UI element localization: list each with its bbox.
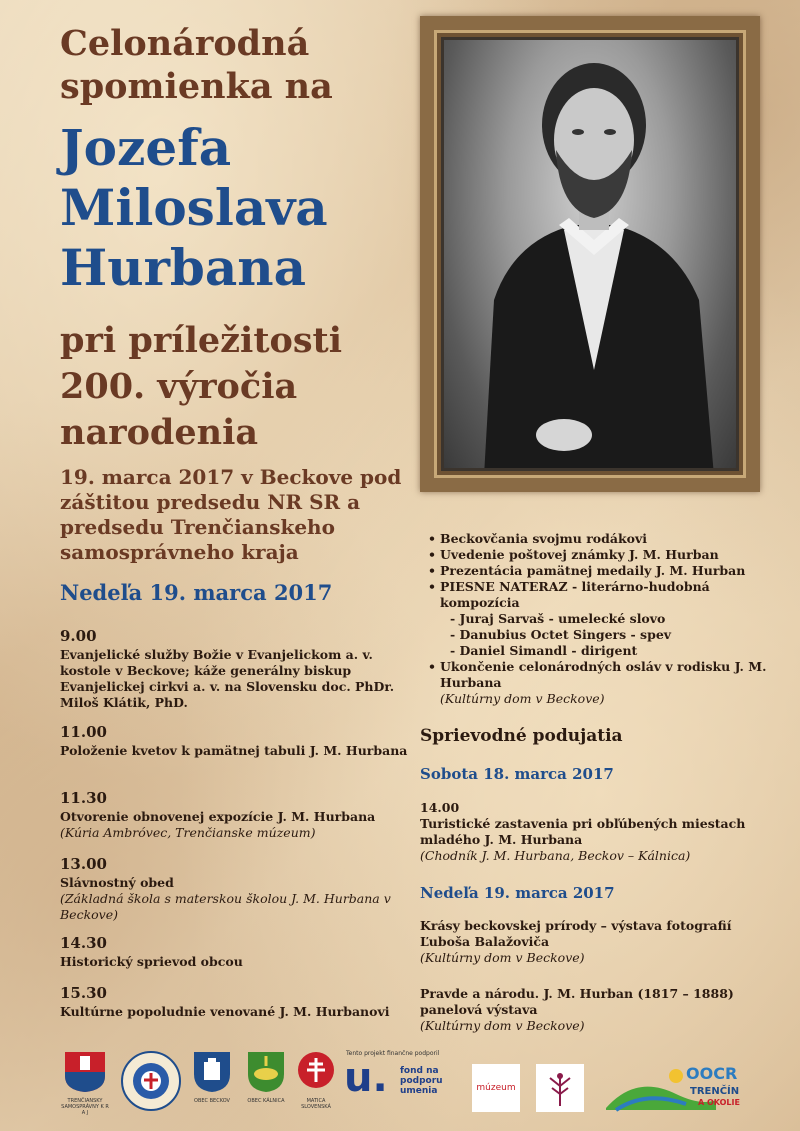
subheading: 19. marca 2017 v Beckove pod záštitou predsedu NR SR a predsedu Trenčianskeho samosprávneho kraja [60,465,402,564]
event-desc: Kultúrne popoludnie venované J. M. Hurbanovi [60,1004,390,1019]
saturday-event [420,800,780,864]
main-date: Nedeľa 19. marca 2017 [60,580,333,605]
muzeum-text: múzeum [476,1083,516,1093]
program-subitem: - Juraj Sarvaš - umelecké slovo [450,611,666,626]
saturday-date: Sobota 18. marca 2017 [420,765,614,783]
event-place: (Kúria Ambróvec, Trenčianske múzeum) [60,825,316,840]
program-item: • Beckovčania svojmu rodákovi [428,531,778,547]
event-time: 9.00 [60,627,97,645]
matica-logo [296,1050,336,1110]
matica-caption: MATICA SLOVENSKÁ [301,1098,331,1110]
oocr-trencin: TRENČÍN [690,1086,740,1097]
event-desc: Slávnostný obed [60,875,174,890]
event-place: (Chodník J. M. Hurbana, Beckov – Kálnica) [420,848,691,863]
sunday-event-1 [420,918,780,966]
event-time: 11.30 [60,789,107,807]
oocr-okolie: A OKOLIE [698,1098,740,1107]
support-note: Tento projekt finančne podporil [346,1050,440,1057]
title-occasion: pri príležitosti 200. výročia narodenia [60,320,343,453]
event-5 [60,985,420,1020]
event-place: (Kultúrny dom v Beckove) [420,1018,585,1033]
program-list [428,531,778,707]
program-item: • Uvedenie poštovej známky J. M. Hurban [428,547,778,563]
matica-cross-icon [296,1050,336,1094]
kalnica-caption: OBEC KÁLNICA [247,1098,285,1104]
event-4 [60,935,420,970]
accompanying-title: Sprievodné podujatia [420,726,623,746]
sunday-date: Nedeľa 19. marca 2017 [420,884,615,902]
sunday-event-2 [420,986,780,1034]
event-time: 11.00 [60,723,107,741]
program-subitem: - Danubius Octet Singers - spev [450,627,672,642]
kalnica-logo [244,1050,288,1104]
event-time: 15.30 [60,984,107,1002]
oocr-text: OOCR [686,1064,738,1083]
tsk-caption: TRENČIANSKY SAMOSPRÁVNY K R A J [61,1098,109,1116]
portrait-icon [444,40,736,468]
event-place: (Základná škola s materskou školou J. M. Hurbana v Beckove) [60,891,391,922]
event-desc: Historický sprievod obcou [60,954,243,969]
portrait-frame [420,16,760,492]
church-seal-icon [120,1050,182,1112]
tsk-coat-of-arms-icon [60,1050,110,1094]
beckov-coat-of-arms-icon [190,1050,234,1094]
program-place: (Kultúrny dom v Beckove) [440,691,605,706]
event-1 [60,724,420,759]
event-time: 14.00 [420,800,460,815]
event-desc: Položenie kvetov k pamätnej tabuli J. M. Hurbana [60,743,408,758]
event-time: 13.00 [60,855,107,873]
program-subitem: - Daniel Simandl - dirigent [450,643,638,658]
event-desc: Otvorenie obnovenej expozície J. M. Hurbana [60,809,376,824]
tsk-logo [60,1050,110,1116]
beckov-logo [190,1050,234,1104]
event-3 [60,856,420,923]
event-desc: Turistické zastavenia pri obľúbených miestach mladého J. M. Hurbana [420,816,746,847]
title-name: Jozefa Miloslava Hurbana [60,118,328,297]
title-line-1: Celonárodná spomienka na [60,23,333,107]
event-desc: Pravde a národu. J. M. Hurban (1817 – 1888) panelová výstava [420,986,734,1017]
program-item: • PIESNE NATERAZ - literárno-hudobná kompozícia [428,579,778,611]
muzeum-logo [472,1064,520,1112]
event-2 [60,790,420,841]
event-time: 14.30 [60,934,107,952]
kalnica-coat-of-arms-icon [244,1050,288,1094]
beckov-caption: OBEC BECKOV [194,1098,230,1104]
program-item: • Ukončenie celonárodných osláv v rodisku J. M. Hurbana [428,659,778,691]
fpu-logo-letter: u. [344,1055,388,1101]
event-desc: Krásy beckovskej prírody – výstava fotografií Ľuboša Balažoviča [420,918,732,949]
tree-logo [536,1064,584,1112]
program-item: • Prezentácia pamätnej medaily J. M. Hurban [428,563,778,579]
event-0 [60,628,420,711]
tree-icon [536,1064,584,1112]
portrait-photo [444,40,736,468]
church-logo [120,1050,182,1116]
fpu-logo-text: fond na podporu umenia [400,1066,443,1096]
oocr-logo [606,1064,756,1114]
event-desc: Evanjelické služby Božie v Evanjelickom a. v. kostole v Beckove; káže generálny biskup Evanjelickej cirkvi a. v. na Slovensku doc. PhDr. Miloš Klátik, PhD. [60,647,395,710]
event-place: (Kultúrny dom v Beckove) [420,950,585,965]
